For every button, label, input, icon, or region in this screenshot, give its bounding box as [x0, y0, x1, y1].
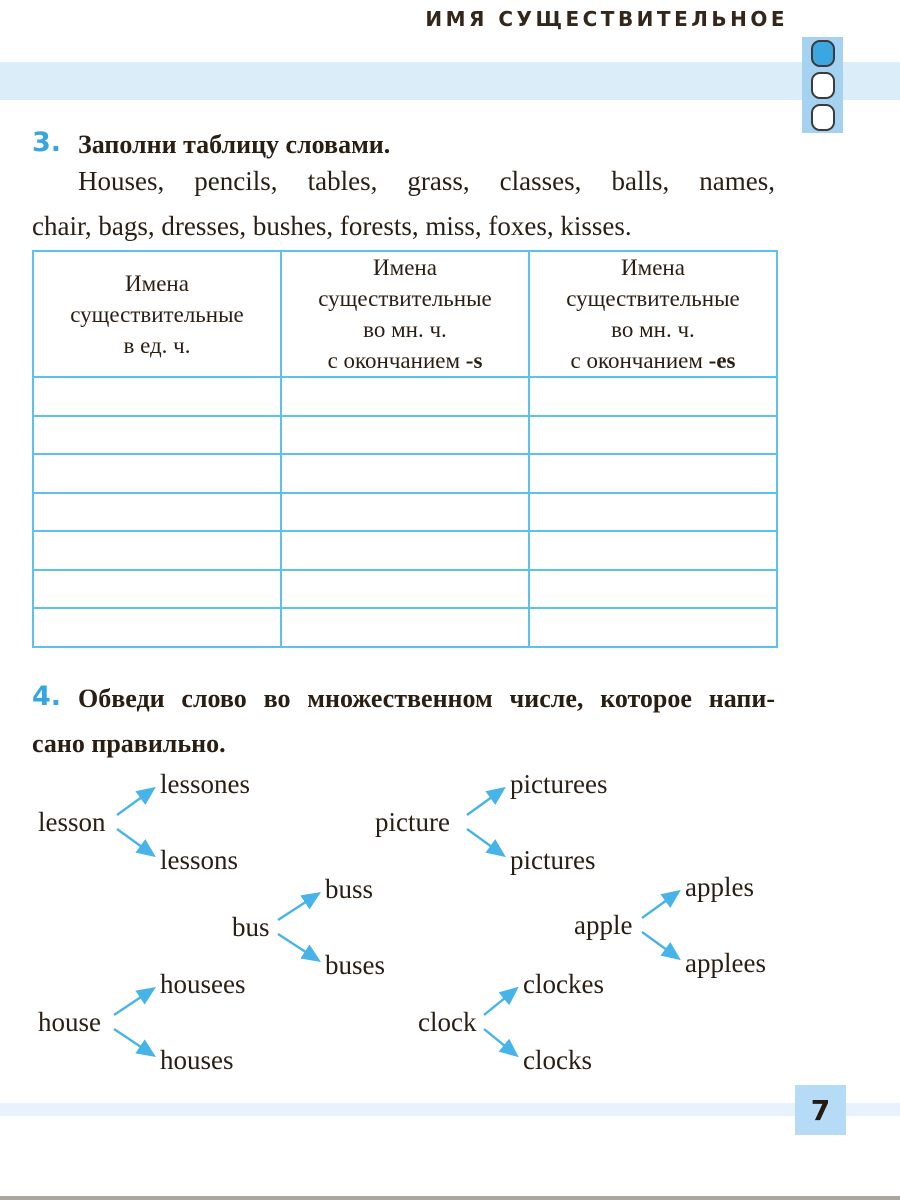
table-row: [33, 570, 777, 609]
option-word-apples[interactable]: apples: [685, 872, 754, 902]
table-empty-cell[interactable]: [529, 493, 777, 532]
header-band: [0, 62, 900, 100]
chapter-dot: [811, 104, 835, 131]
fork-arrow: [117, 829, 153, 855]
table-empty-cell[interactable]: [281, 531, 529, 570]
chapter-dot-active: [811, 40, 835, 67]
exercise3-word-list-line2: chair, bags, dresses, bushes, forests, miss, foxes, kisses.: [32, 211, 632, 241]
exercise3-number: 3.: [32, 127, 62, 158]
fork-arrow: [114, 989, 153, 1015]
page-number-badge: [795, 1085, 846, 1135]
option-word-houses[interactable]: houses: [160, 1045, 234, 1075]
fork-arrow: [484, 1029, 516, 1055]
table-row: [33, 416, 777, 455]
table-row: [33, 377, 777, 416]
option-word-lessones[interactable]: lessones: [160, 769, 250, 799]
page-number: 7: [810, 1093, 831, 1127]
table-empty-cell[interactable]: [281, 416, 529, 455]
fork-arrow: [114, 1029, 153, 1055]
fork-arrow: [278, 934, 318, 960]
table-empty-cell[interactable]: [529, 531, 777, 570]
fork-arrow: [467, 829, 503, 855]
option-word-clockes[interactable]: clockes: [523, 969, 604, 999]
stem-word-bus: bus: [232, 912, 270, 942]
option-word-lessons[interactable]: lessons: [160, 845, 239, 875]
table-header-col3: Имена существительные во мн. ч. с окончанием -es: [529, 251, 777, 377]
stem-word-house: house: [38, 1007, 101, 1037]
fork-arrow: [278, 894, 318, 920]
ending-suffix: -es: [708, 348, 736, 373]
exercise4-number: 4.: [32, 681, 62, 712]
table-empty-cell[interactable]: [281, 608, 529, 647]
exercise4-title-line1: Обведи слово во множественном числе, которое напи-: [78, 684, 775, 713]
table-empty-cell[interactable]: [281, 454, 529, 493]
table-empty-cell[interactable]: [281, 377, 529, 416]
option-word-buss[interactable]: buss: [325, 874, 374, 904]
fork-arrow: [117, 789, 153, 815]
page-bottom-edge: [0, 1196, 900, 1200]
fork-arrow: [642, 892, 678, 918]
option-word-clocks[interactable]: clocks: [523, 1045, 592, 1075]
fork-arrow: [484, 989, 516, 1015]
table-row: [33, 493, 777, 532]
table-empty-cell[interactable]: [33, 416, 281, 455]
fork-arrow: [467, 789, 503, 815]
table-empty-cell[interactable]: [33, 377, 281, 416]
exercise4-title-line2: сано правильно.: [32, 729, 226, 758]
table-empty-cell[interactable]: [529, 570, 777, 609]
table-empty-cell[interactable]: [33, 608, 281, 647]
option-word-pictures[interactable]: pictures: [510, 845, 596, 875]
page-number-strip: [0, 1103, 900, 1116]
table-empty-cell[interactable]: [33, 531, 281, 570]
table-empty-cell[interactable]: [33, 493, 281, 532]
stem-word-clock: clock: [418, 1007, 477, 1037]
table-header-col2: Имена существительные во мн. ч. с окончанием -s: [281, 251, 529, 377]
table-empty-cell[interactable]: [529, 454, 777, 493]
option-word-buses[interactable]: buses: [325, 950, 385, 980]
table-empty-cell[interactable]: [529, 608, 777, 647]
table-empty-cell[interactable]: [281, 570, 529, 609]
stem-word-apple: apple: [574, 910, 633, 940]
chapter-title: ИМЯ СУЩЕСТВИТЕЛЬНОЕ: [425, 7, 788, 31]
table-empty-cell[interactable]: [33, 454, 281, 493]
table-row: [33, 531, 777, 570]
noun-table: [32, 250, 778, 648]
table-header-col1: Имена существительные в ед. ч.: [33, 251, 281, 377]
option-word-housees[interactable]: housees: [160, 969, 246, 999]
fork-arrow: [642, 932, 678, 958]
table-row: [33, 608, 777, 647]
exercise3-word-list-line1: Houses, pencils, tables, grass, classes, balls, names,: [78, 166, 775, 196]
table-empty-cell[interactable]: [281, 493, 529, 532]
table-empty-cell[interactable]: [33, 570, 281, 609]
option-word-applees[interactable]: applees: [685, 948, 766, 978]
table-row: [33, 454, 777, 493]
chapter-tab-box: [802, 37, 843, 133]
ending-suffix: -s: [465, 348, 483, 373]
table-empty-cell[interactable]: [529, 377, 777, 416]
table-empty-cell[interactable]: [529, 416, 777, 455]
option-word-picturees[interactable]: picturees: [510, 769, 608, 799]
stem-word-lesson: lesson: [38, 807, 106, 837]
stem-word-picture: picture: [375, 807, 450, 837]
chapter-dot: [811, 72, 835, 99]
exercise3-title: Заполни таблицу словами.: [78, 130, 391, 159]
